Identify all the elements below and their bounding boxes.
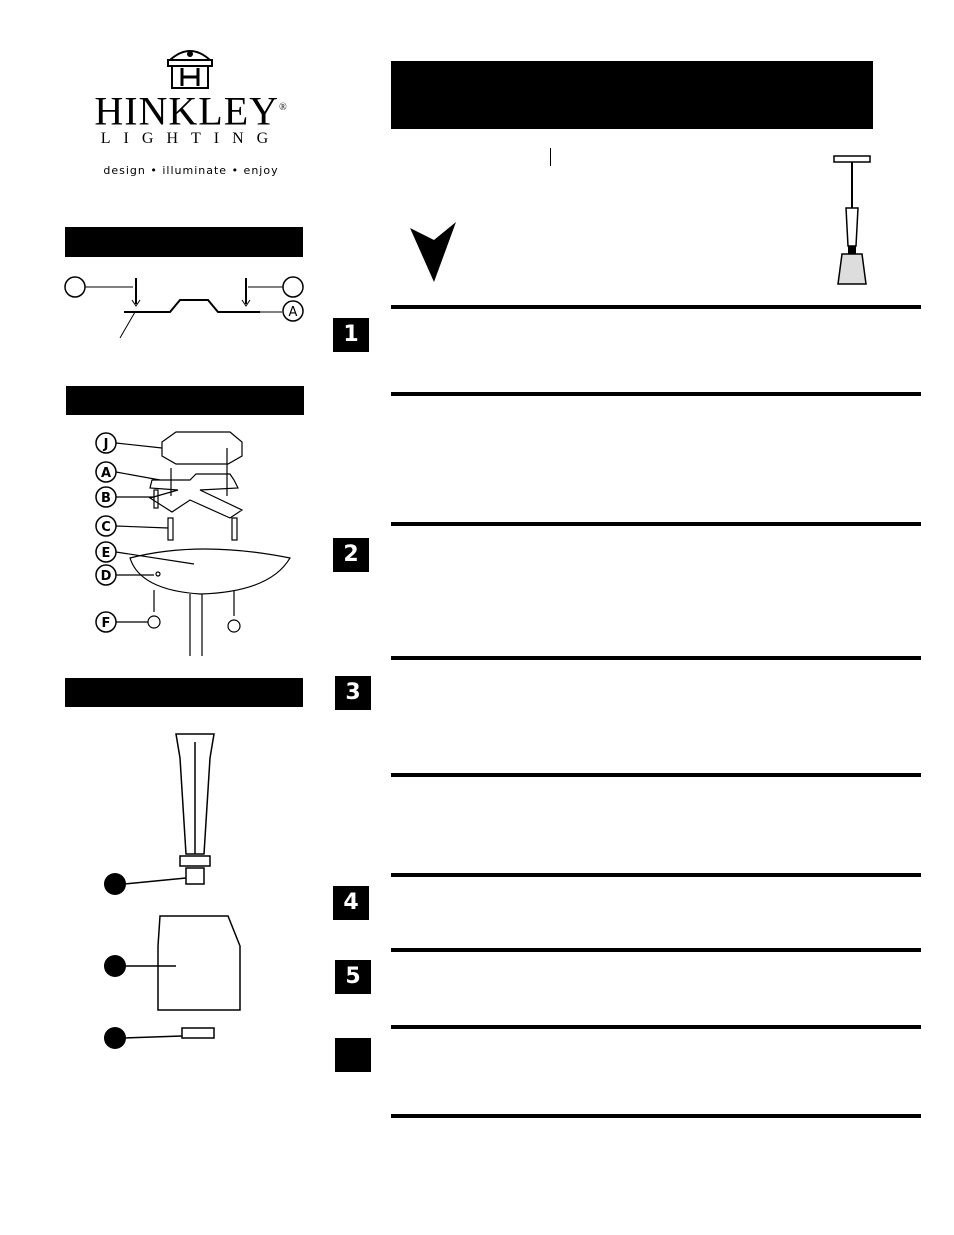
step-number-1: 1: [333, 318, 369, 352]
shade-exploded-diagram: [100, 728, 260, 1052]
label-a: A: [288, 305, 298, 320]
registered-mark: ®: [279, 102, 288, 113]
down-arrow-icon: [410, 222, 458, 284]
label-d: D: [100, 569, 112, 584]
section-bar-glass: [65, 678, 303, 707]
label-e: E: [101, 546, 111, 561]
step-number-3: 3: [335, 676, 371, 710]
step-rule: [391, 1114, 921, 1118]
step-rule: [391, 773, 921, 777]
title-divider: [550, 148, 551, 166]
label-j: J: [103, 437, 109, 452]
brand-wordmark: [78, 88, 304, 134]
brand-name: HINKLEY: [94, 88, 280, 134]
step-rule: [391, 656, 921, 660]
brand-subtitle: LIGHTING: [100, 130, 282, 147]
step-rule: [391, 522, 921, 526]
step-number-6: [335, 1038, 371, 1072]
label-c: C: [101, 520, 111, 535]
title-bar: [391, 61, 873, 129]
pendant-thumbnail-icon: [830, 154, 874, 288]
step-number-4: 4: [333, 886, 369, 920]
crossbar-diagram: [60, 270, 310, 340]
section-bar-mounting: [66, 386, 304, 415]
section-bar-hardware: [65, 227, 303, 257]
step-number-2: 2: [333, 538, 369, 572]
step-rule: [391, 305, 921, 309]
label-a-2: A: [100, 466, 112, 481]
label-f: F: [101, 616, 111, 631]
lantern-logo-icon: [162, 44, 218, 90]
step-rule: [391, 1025, 921, 1029]
step-rule: [391, 392, 921, 396]
step-rule: [391, 873, 921, 877]
label-b: B: [101, 491, 111, 506]
step-number-5: 5: [335, 960, 371, 994]
brand-tagline: design • illuminate • enjoy: [103, 164, 279, 177]
mounting-exploded-diagram: [90, 428, 300, 658]
step-rule: [391, 948, 921, 952]
